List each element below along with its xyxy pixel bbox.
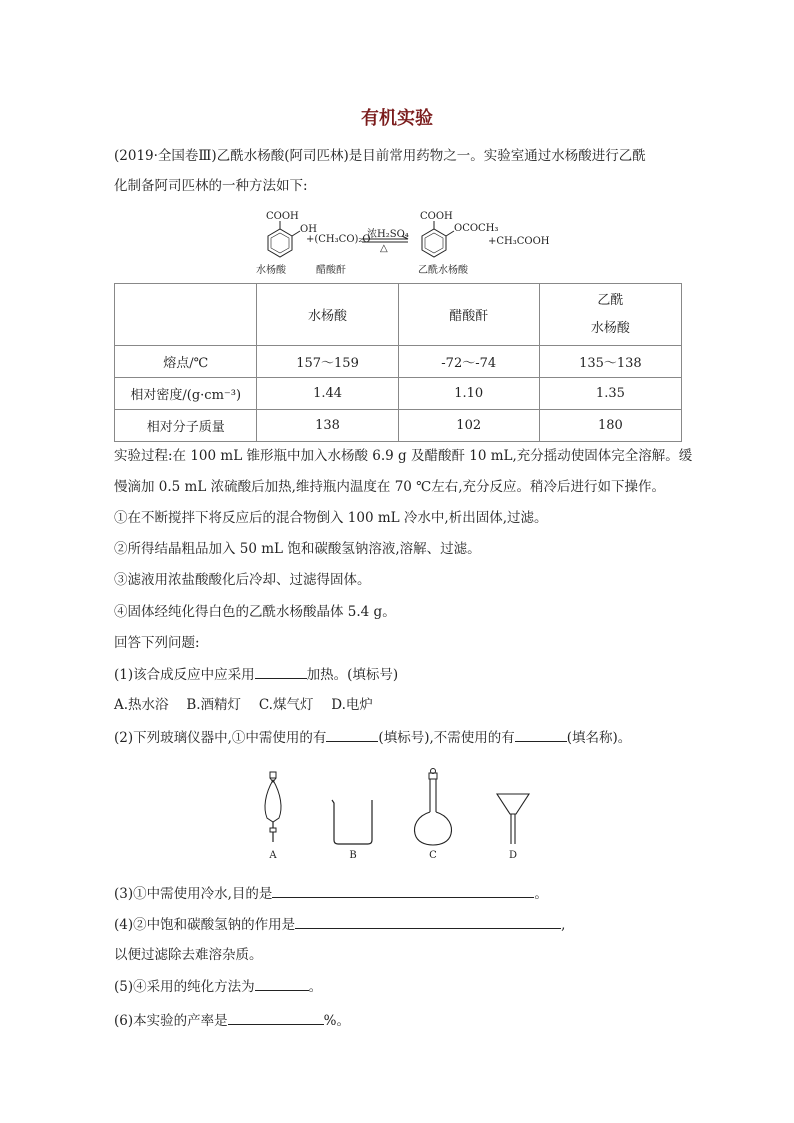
glass-label-b: B [349,850,357,861]
table-cell: 138 [257,410,398,442]
reactant-oh: OH [300,224,317,235]
q1-text: (1)该合成反应中应采用 [114,667,255,683]
funnel-icon [483,768,543,848]
table-header-line: 乙酰 [597,292,624,308]
table-row-label: 相对密度/(g·cm⁻³) [115,378,257,410]
q2-text-a: (2)下列玻璃仪器中,①中需使用的有 [114,730,327,746]
q5-text-after: 。 [308,979,323,995]
table-row [115,378,682,410]
q2-answer-blank-1[interactable] [326,727,378,742]
page-title: 有机实验 [361,108,433,129]
beaker [323,768,383,864]
q5-answer-blank[interactable] [255,976,309,991]
table-header-cell [539,284,681,346]
table-row [115,346,682,378]
table-cell: 102 [398,410,539,442]
q5-text: (5)④采用的纯化方法为 [114,979,255,995]
table-cell: 1.10 [398,378,539,410]
q2-answer-blank-2[interactable] [515,727,567,742]
intro-line-2: 化制备阿司匹林的一种方法如下: [114,178,308,194]
process-step-1: ①在不断搅拌下将反应后的混合物倒入 100 mL 冷水中,析出固体,过滤。 [114,510,548,526]
q1-options: A.热水浴 B.酒精灯 C.煤气灯 D.电炉 [114,697,373,713]
table-cell: 157～159 [257,346,398,378]
table-cell: 1.44 [257,378,398,410]
q6-answer-blank[interactable] [228,1010,324,1025]
process-step-3: ③滤液用浓盐酸酸化后冷却、过滤得固体。 [114,572,371,588]
reactant-cooh: COOH [266,211,299,222]
volumetric-flask-icon [403,768,463,848]
process-step-2: ②所得结晶粗品加入 50 mL 饱和碳酸氢钠溶液,溶解、过滤。 [114,541,481,557]
question-4 [114,914,565,935]
condition-bottom: △ [380,243,388,254]
questions-prompt: 回答下列问题: [114,635,200,651]
table-header-cell [115,284,257,346]
label-acetic-anhydride: 醋酸酐 [316,265,346,276]
volumetric-flask [403,768,463,864]
byproduct: +CH₃COOH [488,236,550,247]
glass-label-c: C [429,850,437,861]
q3-text-after: 。 [534,886,548,902]
q4-text: (4)②中饱和碳酸氢钠的作用是 [114,917,296,933]
beaker-icon [323,768,383,848]
table-cell: 1.35 [539,378,681,410]
table-header-cell: 醋酸酐 [398,284,539,346]
glass-label-d: D [508,850,518,861]
question-6 [114,1010,350,1031]
table-row [115,410,682,442]
question-3 [114,883,548,904]
product-ester: OCOCH₃ [454,223,499,234]
properties-table [114,283,682,442]
process-step-4: ④固体经纯化得白色的乙酰水杨酸晶体 5.4 g。 [114,604,396,620]
q1-text-after: 加热。(填标号) [306,667,399,683]
question-1 [114,664,398,685]
q3-answer-blank[interactable] [272,883,534,898]
q4-text-after: , [561,917,566,933]
table-cell: -72～-74 [398,346,539,378]
glass-label-a: A [269,850,277,861]
reagent-formula: +(CH₃CO)₂O [306,234,371,245]
table-header-line: 水杨酸 [590,320,630,336]
table-row-label: 相对分子质量 [115,410,257,442]
label-salicylic-acid: 水杨酸 [256,265,286,276]
question-5 [114,976,322,997]
q3-text: (3)①中需使用冷水,目的是 [114,886,273,902]
condition-top: 浓H₂SO₄ [367,229,409,240]
q2-text-c: (填名称)。 [566,730,632,746]
reaction-scheme [250,208,560,276]
funnel [483,768,543,864]
label-aspirin: 乙酰水杨酸 [418,265,468,276]
table-header-cell: 水杨酸 [257,284,398,346]
q4-line-2: 以便过滤除去难溶杂质。 [114,947,263,963]
process-line-1: 实验过程:在 100 mL 锥形瓶中加入水杨酸 6.9 g 及醋酸酐 10 mL,充分摇动使固体完全溶解。缓 [114,448,693,464]
intro-line-1: (2019·全国卷Ⅲ)乙酰水杨酸(阿司匹林)是目前常用药物之一。实验室通过水杨酸进行乙酰 [114,148,646,164]
process-line-2: 慢滴加 0.5 mL 浓硫酸后加热,维持瓶内温度在 70 ℃左右,充分反应。稍冷后进行如下操作。 [114,479,666,495]
question-2 [114,727,631,748]
separatory-funnel-icon [243,768,303,848]
q2-text-b: (填标号),不需使用的有 [378,730,515,746]
q6-text-after: %。 [323,1013,350,1029]
q1-answer-blank[interactable] [255,664,307,679]
table-header-row [115,284,682,346]
q6-text: (6)本实验的产率是 [114,1013,228,1029]
product-cooh: COOH [420,211,453,222]
separatory-funnel [243,768,303,864]
q4-answer-blank[interactable] [295,914,561,929]
table-cell: 135～138 [539,346,681,378]
table-row-label: 熔点/℃ [115,346,257,378]
table-cell: 180 [539,410,681,442]
